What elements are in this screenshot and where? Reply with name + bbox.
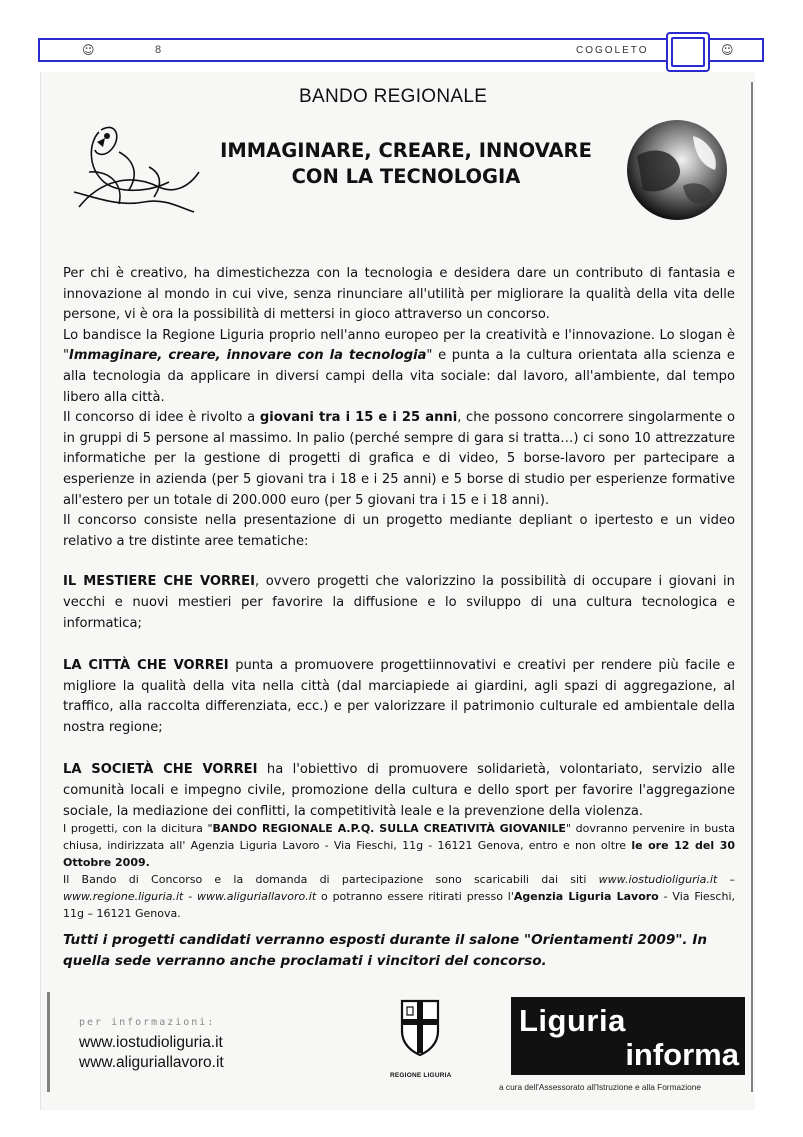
theme-citta-text: punta a promuovere progettiinnovativi e creativi per rendere più facile e migliore la qualità della vita nella città (dal marciapiede ai giardini, agli spazi di aggregazione, al traffico, alla raccolta differenziata, ecc.) e per valorizzare il patrimonio culturale ed ambientale della nostra regione; [63,658,735,735]
headline-line-1: IMMAGINARE, CREARE, INNOVARE [220,139,592,162]
scan-edge-mark [47,992,50,1092]
brand-caption: a cura dell'Assessorato all'Istruzione e alla Formazione [499,1082,701,1092]
region-text-b: " e punta a la cultura orientata alla scienza e alla tecnologia da applicare in diversi campi della vita sociale: dal lavoro, all'ambiente, dal tempo libero alla città. [63,348,735,405]
theme-societa-text: ha l'obiettivo di promuovere solidarietà, volontariato, servizio alle comunità locali e impegno civile, promozione della cultura e dello sport per favorire l'aggregazione sociale, la mediazione dei conflitti, la competitività leale e la prevenzione della violenza. [63,762,736,819]
globe-image-icon [623,116,733,224]
intro-paragraph: Per chi è creativo, ha dimestichezza con la tecnologia e desidera dare un contributo di fantasia e innovazione al mondo in cui vive, senza rinunciare all'utilità per migliorare la qualità della vita delle persone, vi è ora la possibilità di mettersi in gioco attraverso un concorso. [63,266,735,323]
theme-societa [63,760,735,822]
region-label: REGIONE LIGURIA [390,1072,452,1079]
theme-citta-title: LA CITTÀ CHE VORREI [63,658,229,674]
scan-edge-line [751,82,753,1092]
regione-liguria-crest-icon [399,997,441,1057]
download-paragraph [63,871,735,922]
submission-label: BANDO REGIONALE A.P.Q. SULLA CREATIVITÀ GIOVANILE [212,822,566,835]
submission-notes [63,820,735,922]
poster-kicker: BANDO REGIONALE [299,86,488,107]
page-header-bar [38,38,764,62]
download-sep-1: – [717,873,736,886]
headline-line-2: CON LA TECNOLOGIA [291,165,521,188]
theme-mestiere-title: IL MESTIERE CHE VORREI [63,574,255,590]
footer-site-1: www.iostudioliguria.it [79,1034,223,1051]
submission-paragraph [63,820,735,871]
download-text-a: Il Bando di Concorso e la domanda di partecipazione sono scaricabili dai siti [63,873,599,886]
themes-intro: Il concorso consiste nella presentazione di un progetto mediante depliant o ipertesto e un video relativo a tre distinte aree tematiche: [63,513,735,549]
page-number: 8 [155,44,163,56]
contest-text-b: , che possono concorrere singolarmente o in gruppi di 5 persone al massimo. In palio (perché sempre di gara si tratta…) ci sono 10 attrezzature informatiche per la gestione di progetti di grafica e di video, 5 borse-lavoro per partecipare a esperienze in azienda (per 5 giovani tra i 18 e i 25 anni) e 5 borse di studio per esperienze formative all'estero per un totale di 200.000 euro (per 5 giovani tra i 15 e i 18 anni). [63,410,735,508]
smiley-right-icon: ☺ [721,43,734,57]
submission-text-b: " dovranno pervenire in busta chiusa, indirizzata all' Agenzia Liguria Lavoro - Via Fieschi, 11g - 16121 Genova, entro e non oltre [63,822,735,852]
theme-mestiere [63,572,735,634]
contest-text-a: Il concorso di idee è rivolto a [63,410,260,426]
age-range: giovani tra i 15 e i 25 anni [259,410,458,426]
poster-body [63,264,735,822]
header-frame-box [666,32,710,72]
download-text-b: o potranno essere ritirati presso l' [316,890,514,903]
footer-site-2: www.aliguriallavoro.it [79,1054,224,1071]
brand-line-2: informa [625,1037,739,1072]
abstract-drawing-icon [59,112,209,222]
download-site-3: www.aliguriallavoro.it [197,890,317,903]
region-text-a: Lo bandisce la Regione Liguria proprio nell'anno europeo per la creatività e l'innovazione. Lo slogan è " [63,327,735,364]
header-title: COGOLETO [576,45,649,56]
download-site-1: www.iostudioliguria.it [598,873,718,886]
download-site-2: www.regione.liguria.it [63,890,184,903]
contest-paragraph [63,408,735,511]
agency-name: Agenzia Liguria Lavoro [513,890,659,903]
download-text-c: - Via Fieschi, 11g – 16121 Genova. [63,890,735,920]
smiley-left-icon: ☺ [82,43,95,57]
info-label: per informazioni: [79,1017,216,1028]
brand-line-1: Liguria [519,1003,626,1038]
poster-headline [191,138,621,190]
theme-mestiere-text: , ovvero progetti che valorizzino la possibilità di occupare i giovani in vecchi e nuovi mestieri per favorire la diffusione e lo sviluppo di una cultura tecnologica e informatica; [63,574,735,631]
theme-citta [63,656,735,738]
theme-societa-title: LA SOCIETÀ CHE VORREI [63,762,258,778]
submission-text-a: I progetti, con la dicitura " [63,822,213,835]
download-sep-2: - [183,890,198,903]
deadline: le ore 12 del 30 Ottobre 2009. [63,839,735,869]
liguria-informa-logo [511,997,745,1075]
slogan: Immaginare, creare, innovare con la tecnologia [69,348,427,364]
closing-statement: Tutti i progetti candidati verranno esposti durante il salone "Orientamenti 2009". In quella sede verranno anche proclamati i vincitori del concorso. [63,932,708,969]
scanned-poster [40,72,755,1110]
region-paragraph [63,326,735,408]
